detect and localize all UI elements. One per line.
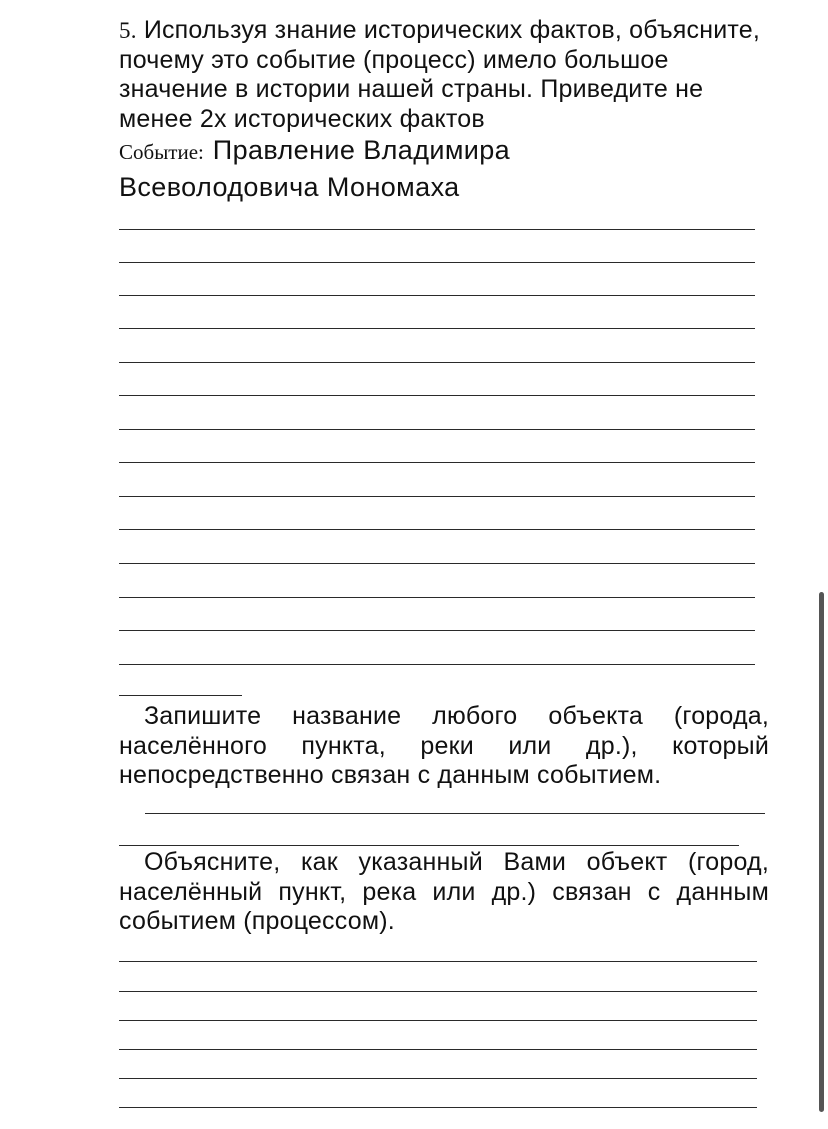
answer-line[interactable] xyxy=(119,496,755,497)
answer-line[interactable] xyxy=(119,395,755,396)
answer-line[interactable] xyxy=(119,664,755,665)
answer-line[interactable] xyxy=(119,262,755,263)
event-name-line2: Всеволодовича Мономаха xyxy=(119,172,460,202)
explain-task-prompt: Объясните, как указанный Вами объект (город, населённый пункт, река или др.) связан с данным событием (процессом). xyxy=(119,848,769,935)
answer-line[interactable] xyxy=(119,1107,757,1108)
object-task-prompt: Запишите название любого объекта (города, населённого пункта, реки или др.), который непосредственно связан с данным событием. xyxy=(119,702,769,789)
answer-line[interactable] xyxy=(119,630,755,631)
answer-line-short[interactable] xyxy=(119,695,242,696)
answer-line[interactable] xyxy=(119,563,755,564)
task-prompt xyxy=(119,16,769,134)
object-answer-line[interactable] xyxy=(119,845,739,846)
answer-line[interactable] xyxy=(119,462,755,463)
answer-line[interactable] xyxy=(119,1049,757,1050)
answer-line[interactable] xyxy=(119,229,755,230)
scrollbar[interactable] xyxy=(819,592,824,1112)
answer-line[interactable] xyxy=(119,429,755,430)
object-answer-line[interactable] xyxy=(145,813,765,814)
event-title xyxy=(119,134,779,208)
event-name-line1: Правление Владимира xyxy=(212,135,511,165)
answer-line[interactable] xyxy=(119,295,755,296)
answer-line[interactable] xyxy=(119,597,755,598)
answer-line[interactable] xyxy=(119,991,757,992)
answer-line[interactable] xyxy=(119,328,755,329)
answer-line[interactable] xyxy=(119,362,755,363)
task-prompt-text: Используя знание исторических фактов, объясните, почему это событие (процесс) имело большое значение в истории нашей страны. Приведите не менее 2х исторических фактов xyxy=(119,16,761,133)
answer-line[interactable] xyxy=(119,1078,757,1079)
event-label: Событие: xyxy=(119,140,204,164)
task-number: 5. xyxy=(119,18,137,43)
answer-line[interactable] xyxy=(119,1020,757,1021)
answer-line[interactable] xyxy=(119,961,757,962)
answer-line[interactable] xyxy=(119,529,755,530)
